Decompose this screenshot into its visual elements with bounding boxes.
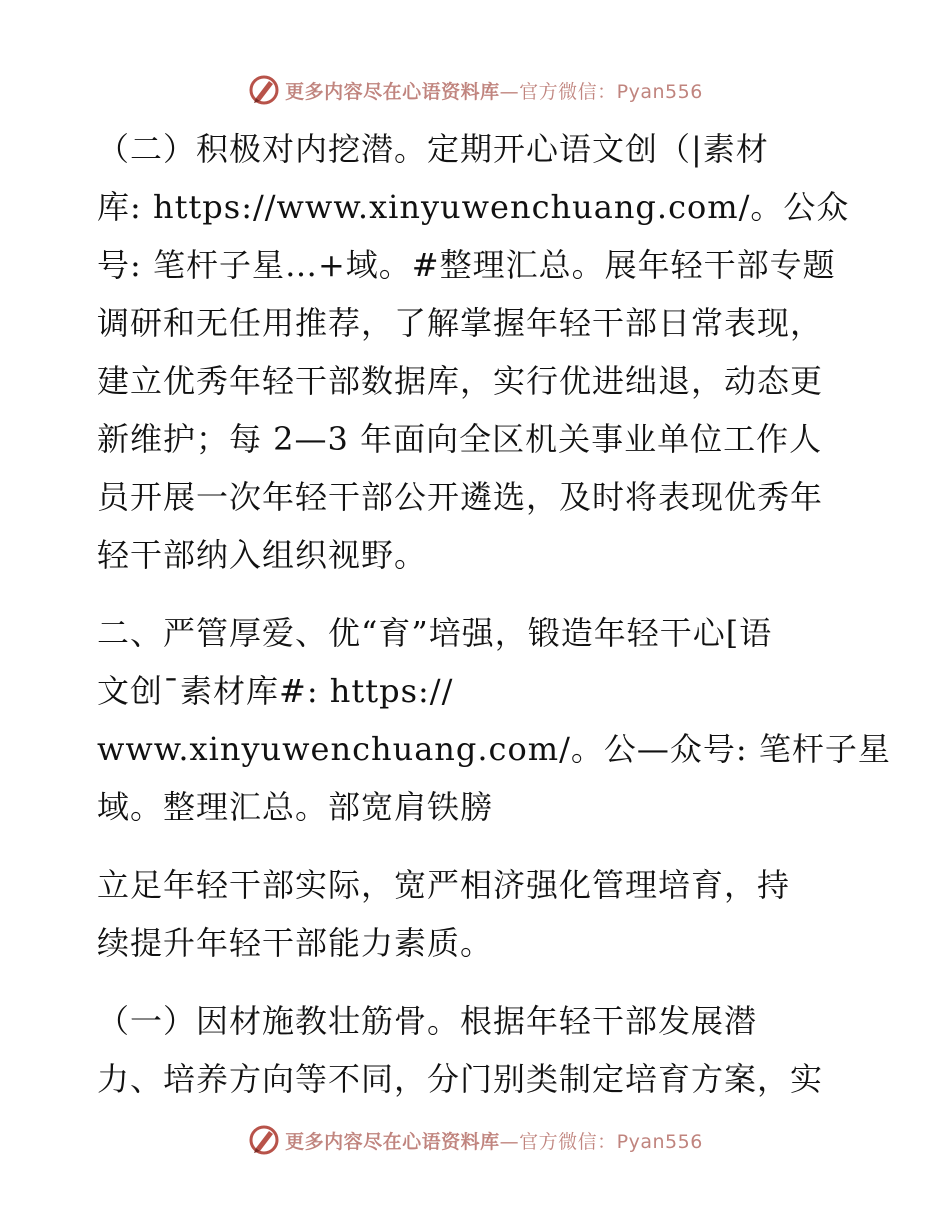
text-line: 调研和无任用推荐，了解掌握年轻干部日常表现， [97, 304, 824, 342]
paragraph-2-heading [97, 604, 891, 836]
text-line: （二）积极对内挖潜。定期开心语文创（|素材 [97, 130, 769, 168]
banner-separator: — [499, 80, 520, 103]
text-line: 员开展一次年轻干部公开遴选，及时将表现优秀年 [97, 478, 824, 516]
banner-contact: 官方微信：Pyan556 [519, 1130, 703, 1153]
text-line: 域。整理汇总。部宽肩铁膀 [97, 788, 494, 826]
text-line: www.xinyuwenchuang.com/。公—众号: 笔杆子星 [97, 730, 891, 768]
pen-logo-icon [247, 1123, 281, 1157]
banner-text [285, 77, 703, 104]
document-body [97, 120, 891, 1128]
text-line: 新维护；每 2—3 年面向全区机关事业单位工作人 [97, 420, 823, 458]
text-line: 库: https://www.xinyuwenchuang.com/。公众 [97, 188, 850, 226]
banner-separator: — [499, 1130, 520, 1153]
text-line: （一）因材施教壮筋骨。根据年轻干部发展潜 [97, 1002, 758, 1040]
text-line: 力、培养方向等不同，分门别类制定培育方案，实 [97, 1060, 824, 1098]
banner-brand: 更多内容尽在心语资料库 [285, 1130, 500, 1153]
pen-logo-icon [247, 73, 281, 107]
text-line: 文创¯素材库#: https:// [97, 672, 454, 710]
text-line: 二、严管厚爱、优“育”培强，锻造年轻干心[语 [97, 614, 773, 652]
text-line: 续提升年轻干部能力素质。 [97, 924, 494, 962]
banner-contact: 官方微信：Pyan556 [519, 80, 703, 103]
paragraph-4 [97, 992, 857, 1108]
paragraph-3 [97, 856, 857, 972]
footer-watermark-banner [0, 1120, 950, 1160]
text-line: 建立优秀年轻干部数据库，实行优进绌退，动态更 [97, 362, 824, 400]
text-line: 轻干部纳入组织视野。 [97, 536, 428, 574]
banner-text [285, 1127, 703, 1154]
header-watermark-banner [0, 70, 950, 110]
banner-brand: 更多内容尽在心语资料库 [285, 80, 500, 103]
paragraph-1 [97, 120, 857, 584]
text-line: 号: 笔杆子星…+域。#整理汇总。展年轻干部专题 [97, 246, 836, 284]
text-line: 立足年轻干部实际，宽严相济强化管理培育，持 [97, 866, 791, 904]
